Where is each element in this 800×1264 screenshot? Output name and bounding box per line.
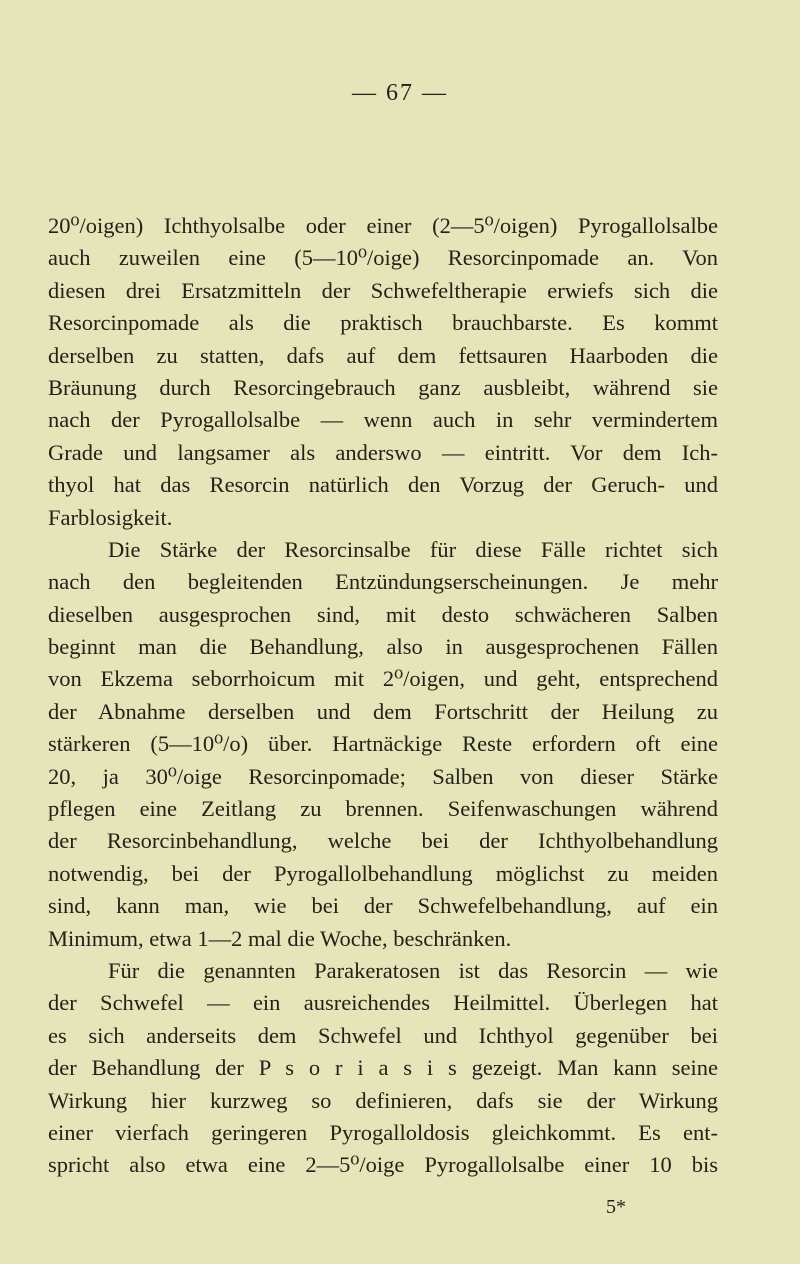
signature-mark: 5* (606, 1196, 626, 1218)
text-line: stärkeren (5—10⁰/o) über. Hartnäckige Reste erfordern oft eine (48, 731, 718, 757)
text-line: 20, ja 30⁰/oige Resorcinpomade; Salben von dieser Stärke (48, 763, 718, 789)
text-line: Wirkung hier kurzweg so definieren, dafs sie der Wirkung (48, 1087, 718, 1113)
text-line: Grade und langsamer als anderswo — eintritt. Vor dem Ich- (48, 439, 718, 465)
paragraph-start-line: Für die genannten Parakeratosen ist das Resorcin — wie (108, 957, 718, 983)
text-line: Resorcinpomade als die praktisch brauchbarste. Es kommt (48, 310, 718, 336)
text-line: der Behandlung der P s o r i a s i s gezeigt. Man kann seine (48, 1055, 718, 1081)
text-line: Farblosigkeit. (48, 504, 173, 530)
text-line: nach der Pyrogallolsalbe — wenn auch in sehr vermindertem (48, 407, 718, 433)
text-line: der Resorcinbehandlung, welche bei der Ichthyolbehandlung (48, 828, 718, 854)
text-line: der Schwefel — ein ausreichendes Heilmittel. Überlegen hat (48, 990, 718, 1016)
text-line: beginnt man die Behandlung, also in ausgesprochenen Fällen (48, 634, 718, 660)
text-line: 20⁰/oigen) Ichthyolsalbe oder einer (2—5⁰/oigen) Pyrogallolsalbe (48, 213, 718, 238)
text-line: pflegen eine Zeitlang zu brennen. Seifenwaschungen während (48, 796, 718, 822)
text-line: einer vierfach geringeren Pyrogalloldosis gleichkommt. Es ent- (48, 1119, 718, 1145)
text-line: es sich anderseits dem Schwefel und Ichthyol gegenüber bei (48, 1022, 718, 1048)
text-line: spricht also etwa eine 2—5⁰/oige Pyrogallolsalbe einer 10 bis (48, 1152, 718, 1178)
text-line: auch zuweilen eine (5—10⁰/oige) Resorcinpomade an. Von (48, 245, 718, 271)
text-line: Bräunung durch Resorcingebrauch ganz ausbleibt, während sie (48, 374, 718, 400)
text-line: notwendig, bei der Pyrogallolbehandlung möglichst zu meiden (48, 860, 718, 886)
page-number: — 67 — (352, 80, 448, 106)
text-line: nach den begleitenden Entzündungserscheinungen. Je mehr (48, 569, 718, 595)
text-line: von Ekzema seborrhoicum mit 2⁰/oigen, und geht, entsprechend (48, 666, 718, 692)
text-line: thyol hat das Resorcin natürlich den Vorzug der Geruch- und (48, 472, 718, 498)
text-line: derselben zu statten, dafs auf dem fettsauren Haarboden die (48, 342, 718, 368)
body-text (48, 210, 718, 1182)
text-line: Minimum, etwa 1—2 mal die Woche, beschränken. (48, 925, 512, 951)
paragraph-start-line: Die Stärke der Resorcinsalbe für diese Fälle richtet sich (108, 536, 718, 562)
text-line: diesen drei Ersatzmitteln der Schwefeltherapie erwiefs sich die (48, 277, 718, 303)
text-line: der Abnahme derselben und dem Fortschritt der Heilung zu (48, 698, 718, 724)
text-line: sind, kann man, wie bei der Schwefelbehandlung, auf ein (48, 893, 718, 919)
text-line: dieselben ausgesprochen sind, mit desto schwächeren Salben (48, 601, 718, 627)
